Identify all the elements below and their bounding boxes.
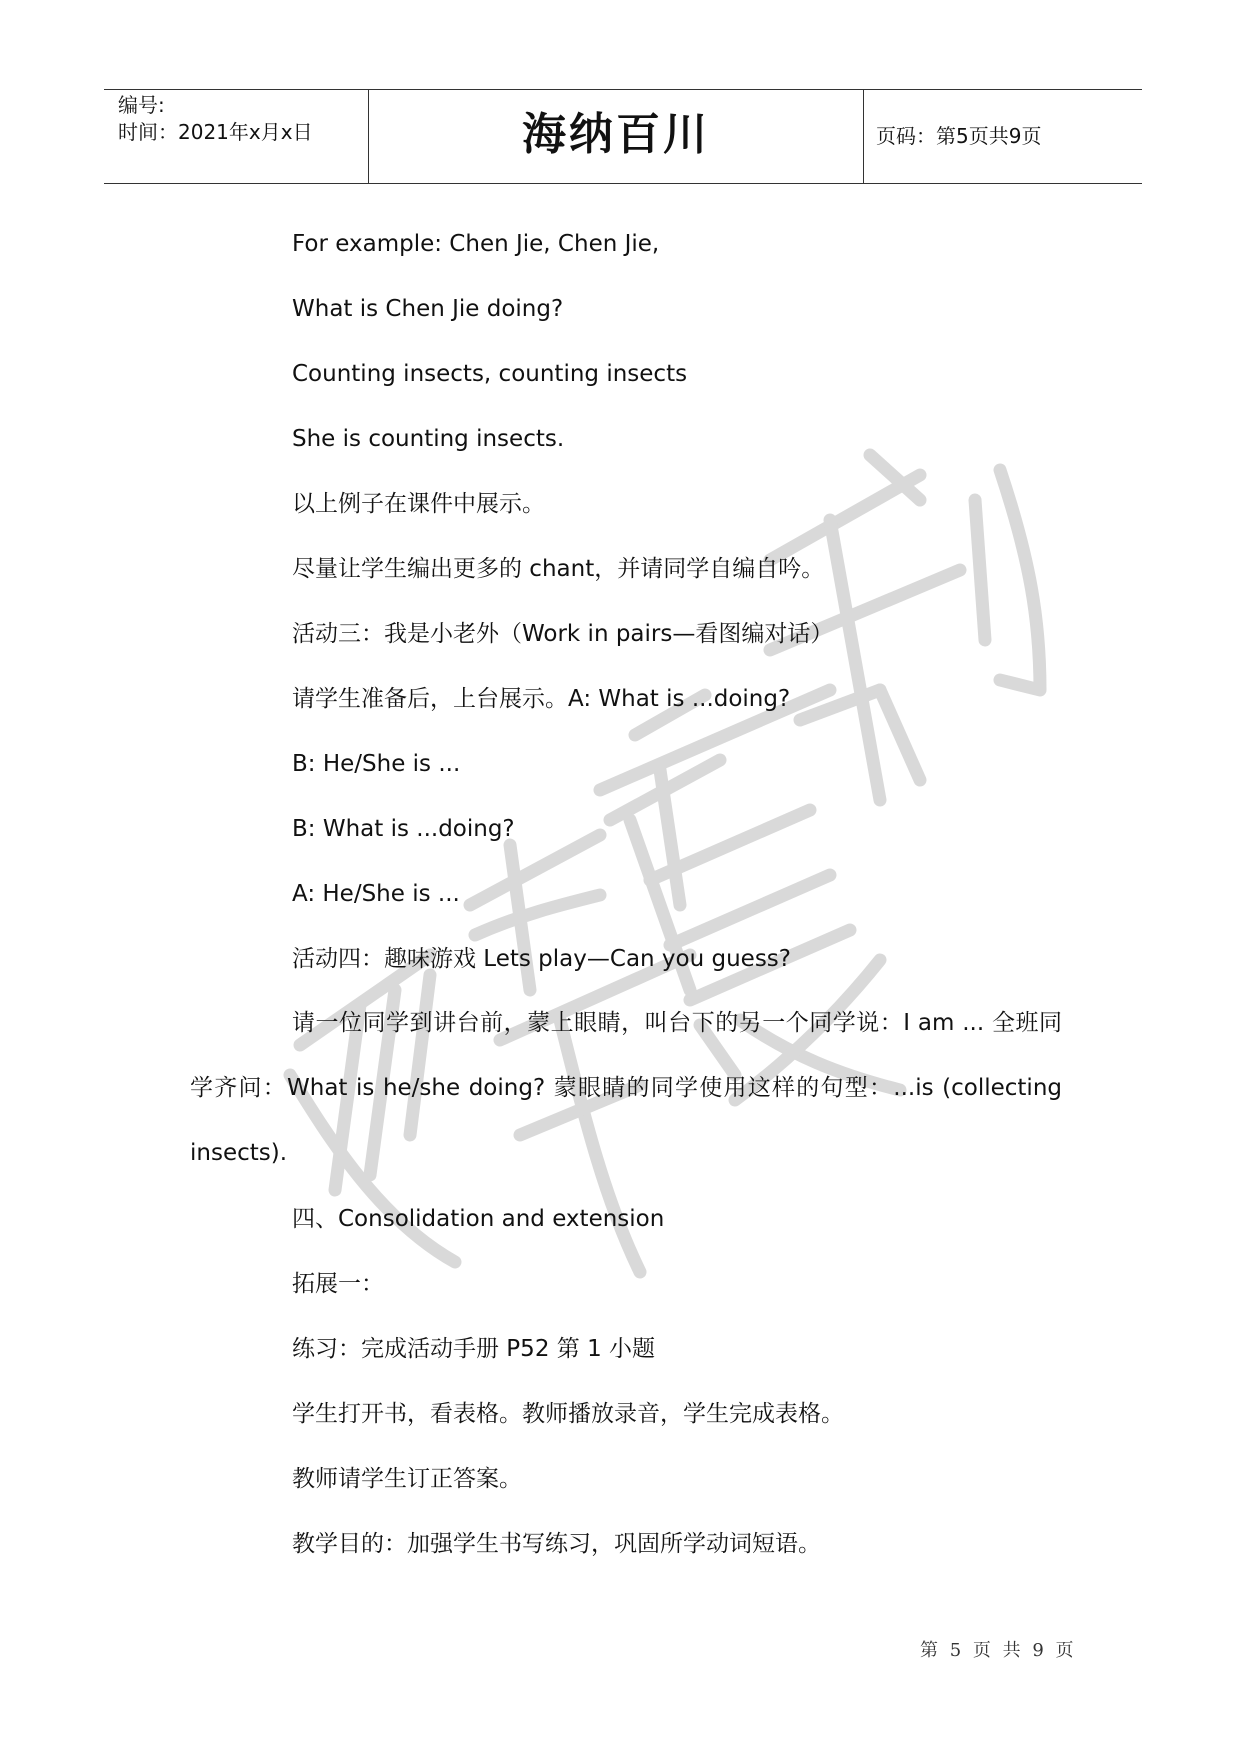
text-line: 学生打开书，看表格。教师播放录音，学生完成表格。 bbox=[292, 1401, 844, 1427]
text-line: 教师请学生订正答案。 bbox=[292, 1466, 522, 1492]
dialogue-line: A: He/She is ... bbox=[292, 881, 460, 907]
text-line: 练习：完成活动手册 P52 第 1 小题 bbox=[292, 1336, 656, 1362]
text-line: For example: Chen Jie, Chen Jie, bbox=[292, 231, 660, 257]
activity-heading: 活动三：我是小老外（Work in pairs—看图编对话） bbox=[292, 621, 834, 647]
text-line: Counting insects, counting insects bbox=[292, 361, 688, 387]
time-label: 时间：2021年x月x日 bbox=[118, 120, 313, 144]
text-line: What is Chen Jie doing? bbox=[292, 296, 564, 322]
text-line: 请学生准备后，上台展示。A: What is ...doing? bbox=[292, 686, 791, 712]
text-line: 以上例子在课件中展示。 bbox=[292, 491, 545, 517]
instruction-paragraph: 请一位同学到讲台前，蒙上眼睛，叫台下的另一个同学说：I am ... 全班同学齐问：What is he/she doing? 蒙眼睛的同学使用这样的句型：...is (collecting insects). bbox=[190, 1010, 1062, 1166]
page-code: 页码：第5页共9页 bbox=[876, 124, 1042, 148]
dialogue-line: B: He/She is ... bbox=[292, 751, 461, 777]
activity-heading: 活动四：趣味游戏 Lets play—Can you guess? bbox=[292, 946, 791, 972]
dialogue-line: B: What is ...doing? bbox=[292, 816, 515, 842]
text-line: 拓展一： bbox=[292, 1271, 384, 1297]
text-line: 尽量让学生编出更多的 chant，并请同学自编自吟。 bbox=[292, 556, 825, 582]
section-heading: 四、Consolidation and extension bbox=[292, 1206, 665, 1232]
page-footer: 第 5 页 共 9 页 bbox=[920, 1640, 1077, 1661]
text-line: She is counting insects. bbox=[292, 426, 565, 452]
text-line: 教学目的：加强学生书写练习，巩固所学动词短语。 bbox=[292, 1531, 821, 1557]
brand-title: 海纳百川 bbox=[522, 109, 710, 160]
number-label: 编号: bbox=[118, 93, 165, 117]
